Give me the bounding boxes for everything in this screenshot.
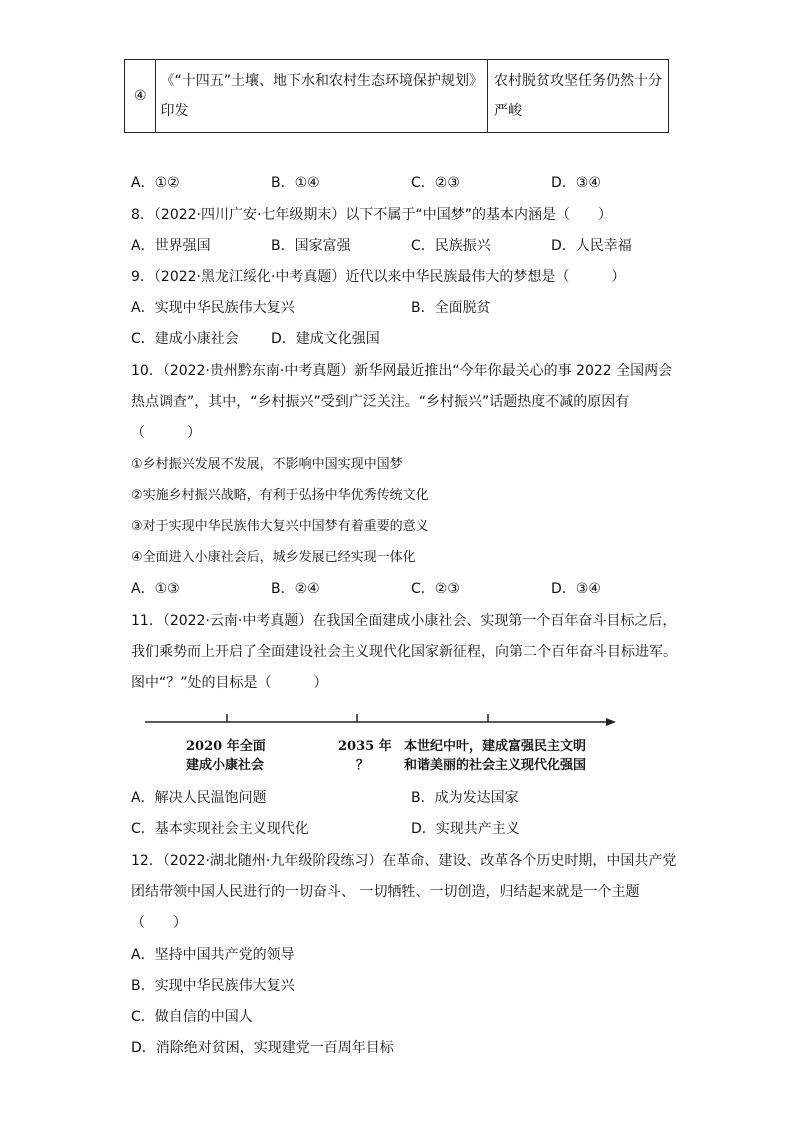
q9-option-b[interactable]: B．全面脱贫 [411, 300, 491, 316]
timeline-label-mid-century-line1: 本世纪中叶，建成富强民主文明 [404, 739, 587, 754]
q11-option-b[interactable]: B．成为发达国家 [411, 790, 519, 806]
q11-option-d[interactable]: D．实现共产主义 [411, 821, 520, 837]
table-row [125, 60, 669, 133]
q11-stem-line1: 11．（2022·云南·中考真题）在我国全面建成小康社会、实现第一个百年奋斗目标之后， [131, 613, 677, 629]
q10-option-d[interactable]: D．③④ [551, 581, 601, 597]
q9-option-c[interactable]: C．建成小康社会 [131, 331, 239, 347]
table-cell-event-line2: 印发 [160, 103, 189, 119]
table-cell-event-line1: 《“十四五”土壤、地下水和农村生态环境保护规划》 [160, 73, 483, 89]
q7-option-c[interactable]: C．②③ [411, 175, 460, 191]
q11-option-a[interactable]: A．解决人民温饱问题 [131, 790, 267, 806]
q7-option-d[interactable]: D．③④ [551, 175, 601, 191]
q11-timeline-figure [140, 706, 620, 776]
q9-option-a[interactable]: A．实现中华民族伟大复兴 [131, 300, 295, 316]
table-cell-reason [488, 60, 669, 133]
q10-item-4: ④全面进入小康社会后，城乡发展已经实现一体化 [131, 550, 416, 565]
q11-stem-line3: 图中“？”处的目标是（ ） [131, 675, 328, 691]
q11-option-c[interactable]: C．基本实现社会主义现代化 [131, 821, 309, 837]
timeline-axis [140, 706, 620, 730]
q8-option-c[interactable]: C．民族振兴 [411, 238, 491, 254]
table-cell-event [156, 60, 488, 133]
timeline-label-2020-line2: 建成小康社会 [186, 758, 265, 773]
q11-stem-line2: 我们乘势而上开启了全面建设社会主义现代化国家新征程，向第二个百年奋斗目标进军。 [131, 644, 677, 660]
q10-option-c[interactable]: C．②③ [411, 581, 460, 597]
timeline-label-2035-line1: 2035 年 [338, 739, 392, 754]
q10-stem-line1: 10．（2022·贵州黔东南·中考真题）新华网最近推出“今年你最关心的事 2022 全国两会 [131, 363, 673, 379]
q12-option-d[interactable]: D．消除绝对贫困，实现建党一百周年目标 [131, 1040, 394, 1056]
timeline-arrow-icon [606, 718, 616, 726]
q10-item-3: ③对于实现中华民族伟大复兴中国梦有着重要的意义 [131, 519, 429, 534]
q12-option-c[interactable]: C．做自信的中国人 [131, 1009, 253, 1025]
q12-option-b[interactable]: B．实现中华民族伟大复兴 [131, 978, 295, 994]
q9-stem: 9．（2022·黑龙江绥化·中考真题）近代以来中华民族最伟大的梦想是（ ） [131, 269, 626, 285]
q9-option-d[interactable]: D．建成文化强国 [271, 331, 380, 347]
q10-stem-line2: 热点调查”，其中，“乡村振兴”受到广泛关注。“乡村振兴”话题热度不减的原因有 [131, 394, 630, 410]
q7-option-b[interactable]: B．①④ [271, 175, 320, 191]
q12-stem-line1: 12．（2022·湖北随州·九年级阶段练习）在革命、建设、改革各个历史时期，中国共产党 [131, 853, 677, 869]
timeline-label-2035-line2: ？ [356, 758, 370, 773]
q8-option-b[interactable]: B．国家富强 [271, 238, 351, 254]
q7-option-a[interactable]: A．①② [131, 175, 180, 191]
timeline-label-2020-line1: 2020 年全面 [186, 739, 266, 754]
q12-stem-line3: （ ） [131, 915, 187, 931]
q10-stem-line3: （ ） [131, 425, 201, 441]
q12-option-a[interactable]: A．坚持中国共产党的领导 [131, 947, 295, 963]
timeline-label-mid-century-line2: 和谐美丽的社会主义现代化强国 [404, 758, 587, 773]
q8-option-a[interactable]: A．世界强国 [131, 238, 211, 254]
question-table [124, 59, 669, 133]
q10-item-2: ②实施乡村振兴战略，有利于弘扬中华优秀传统文化 [131, 488, 429, 503]
q8-stem: 8．（2022·四川广安·七年级期末）以下不属于“中国梦”的基本内涵是（ ） [131, 207, 612, 223]
table-cell-reason-line2: 严峻 [494, 103, 522, 119]
table-row-number: ④ [125, 60, 156, 133]
table-cell-reason-line1: 农村脱贫攻坚任务仍然十分 [494, 73, 662, 89]
q8-option-d[interactable]: D．人民幸福 [551, 238, 632, 254]
q10-option-b[interactable]: B．②④ [271, 581, 320, 597]
q12-stem-line2: 团结带领中国人民进行的一切奋斗、 一切牺牲、一切创造，归结起来就是一个主题 [131, 884, 640, 900]
q10-option-a[interactable]: A．①③ [131, 581, 180, 597]
q10-item-1: ①乡村振兴发展不发展，不影响中国实现中国梦 [131, 457, 403, 472]
